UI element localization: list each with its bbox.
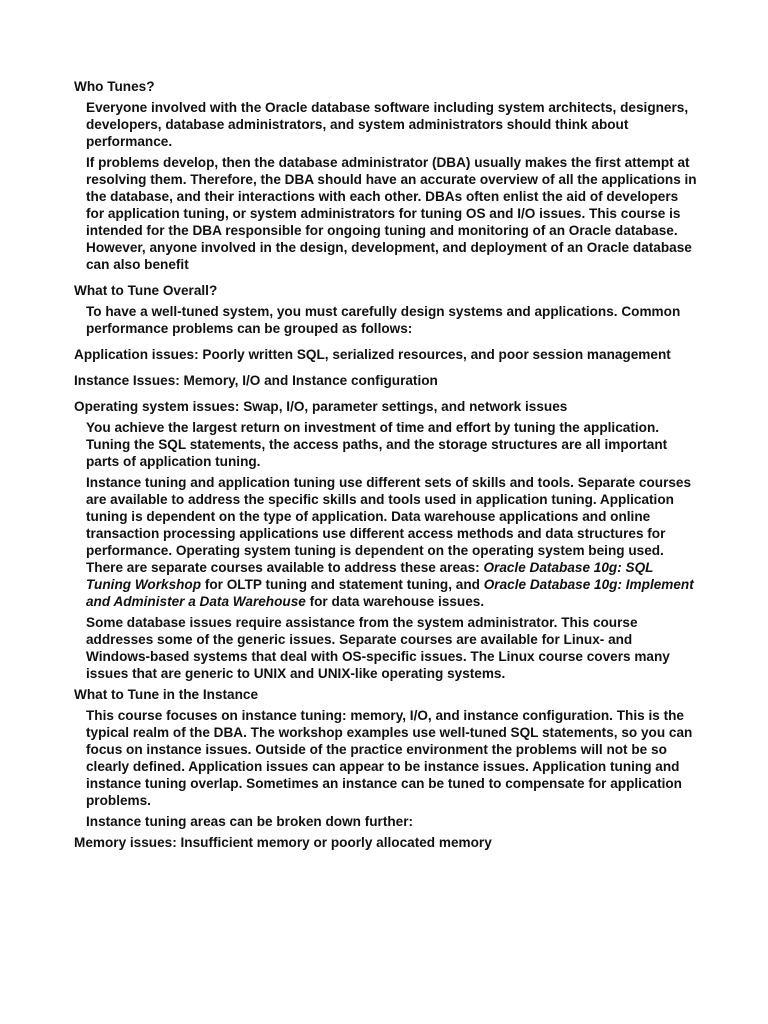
text-span: for data warehouse issues.	[305, 594, 485, 609]
paragraph: To have a well-tuned system, you must carefully design systems and applications. Common performance problems can be grouped as follows:	[86, 304, 681, 336]
text-span: Instance tuning and application tuning use different sets of skills and tools. Separate courses are available to address the specific skills and tools used in application tuning. Application tuning is dependent on the type of application. Data warehouse applications and online transaction processing applications use different access methods and data structures for performance. Operating system tuning is dependent on the operating system being used. There are separate courses available to address these areas:	[86, 475, 692, 575]
heading-what-to-tune-instance: What to Tune in the Instance	[74, 687, 259, 702]
text-span: for OLTP tuning and statement tuning, and	[201, 577, 484, 592]
paragraph: You achieve the largest return on investment of time and effort by tuning the application. Tuning the SQL statements, the access paths, and the storage structures are all important parts of application tuning.	[86, 420, 668, 469]
paragraph: Some database issues require assistance from the system administrator. This course addresses some of the generic issues. Separate courses are available for Linux- and Windows-based systems that deal with OS-specific issues. The Linux course covers many issues that are generic to UNIX and UNIX-like operating systems.	[86, 615, 670, 681]
paragraph: If problems develop, then the database administrator (DBA) usually makes the first attempt at resolving them. Therefore, the DBA should have an accurate overview of all the applications in the database, and their interactions with each other. DBAs often enlist the aid of developers for application tuning, or system administrators for tuning OS and I/O issues. This course is intended for the DBA responsible for ongoing tuning and monitoring of an Oracle database. However, anyone involved in the design, development, and deployment of an Oracle database can also benefit	[86, 155, 697, 272]
heading-who-tunes: Who Tunes?	[74, 79, 155, 94]
course-title: Oracle Database 10g: SQL Tuning Workshop	[86, 560, 654, 592]
list-item: Memory issues: Insufficient memory or poorly allocated memory	[74, 835, 492, 850]
paragraph	[86, 474, 698, 610]
list-item: Operating system issues: Swap, I/O, parameter settings, and network issues	[74, 399, 568, 414]
course-title: Oracle Database 10g: Implement and Administer a Data Warehouse	[86, 577, 694, 609]
list-item: Instance Issues: Memory, I/O and Instance configuration	[74, 373, 438, 388]
list-item: Application issues: Poorly written SQL, serialized resources, and poor session management	[74, 347, 671, 362]
heading-what-to-tune-overall: What to Tune Overall?	[74, 283, 218, 298]
paragraph: This course focuses on instance tuning: memory, I/O, and instance configuration. This is the typical realm of the DBA. The workshop examples use well-tuned SQL statements, so you can focus on instance issues. Outside of the practice environment the problems will not be so clearly defined. Application issues can appear to be instance issues. Application tuning and instance tuning overlap. Sometimes an instance can be tuned to compensate for application problems.	[86, 708, 693, 808]
paragraph: Everyone involved with the Oracle database software including system architects, designers, developers, database administrators, and system administrators should think about performance.	[86, 100, 689, 149]
paragraph: Instance tuning areas can be broken down further:	[86, 814, 414, 829]
